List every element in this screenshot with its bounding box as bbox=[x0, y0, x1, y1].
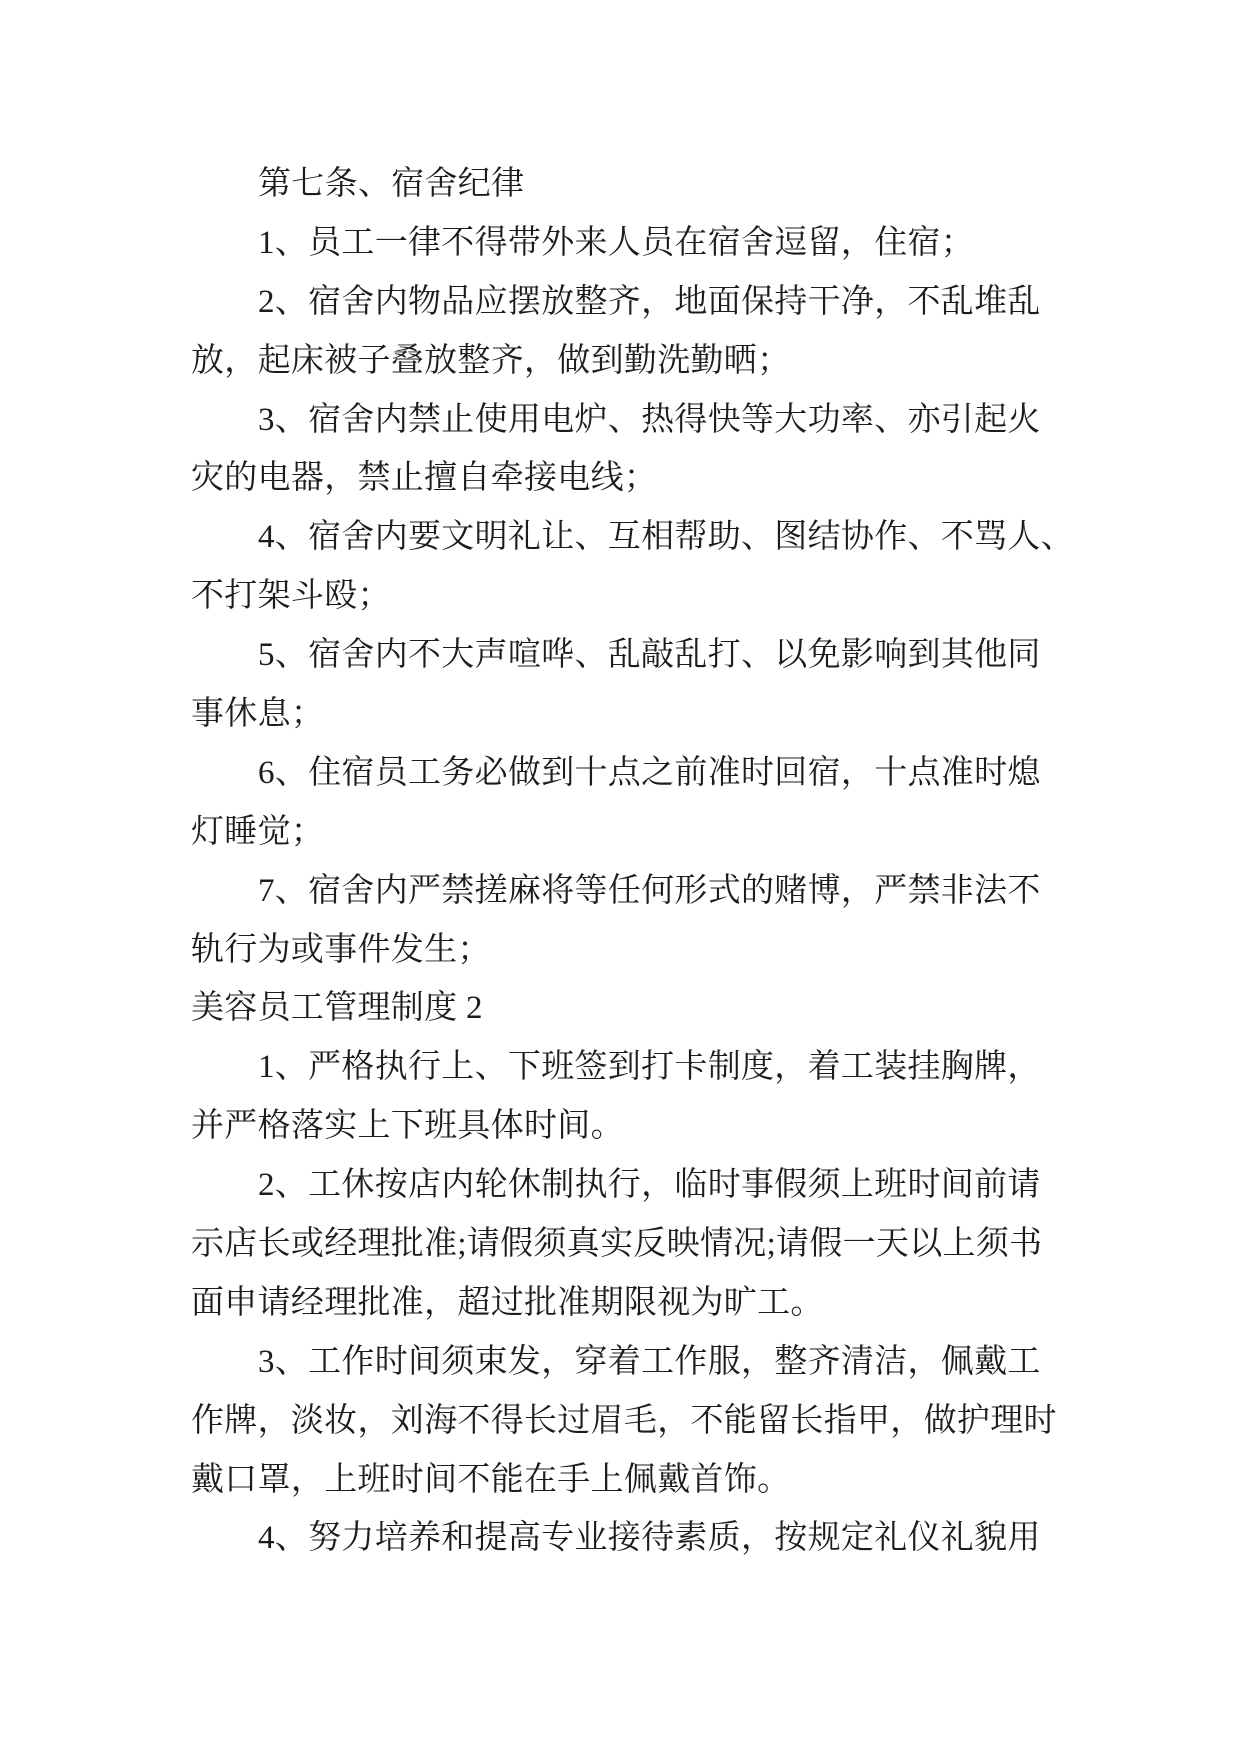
rule-item bbox=[191, 1333, 1071, 1510]
paragraph-line: 3、宿舍内禁止使用电炉、热得快等大功率、亦引起火 bbox=[258, 401, 1041, 438]
paragraph-line: 作牌，淡妆，刘海不得长过眉毛，不能留长指甲，做护理时 bbox=[191, 1402, 1057, 1439]
rule-item bbox=[191, 626, 1071, 744]
paragraph-line: 1、员工一律不得带外来人员在宿舍逗留，住宿； bbox=[258, 224, 975, 261]
paragraph-line: 4、努力培养和提高专业接待素质，按规定礼仪礼貌用 bbox=[258, 1520, 1041, 1557]
paragraph-line: 并严格落实上下班具体时间。 bbox=[191, 1108, 624, 1145]
paragraph-line: 轨行为或事件发生； bbox=[191, 931, 491, 968]
paragraph-line: 灾的电器，禁止擅自牵接电线； bbox=[191, 460, 658, 497]
section-heading: 美容员工管理制度 2 bbox=[191, 990, 483, 1027]
paragraph-line: 1、严格执行上、下班签到打卡制度，着工装挂胸牌， bbox=[258, 1049, 1041, 1086]
paragraph-line: 面申请经理批准，超过批准期限视为旷工。 bbox=[191, 1284, 824, 1321]
rule-item bbox=[191, 862, 1071, 980]
rule-item bbox=[191, 214, 1071, 273]
rule-item bbox=[191, 508, 1074, 626]
rule-item bbox=[191, 391, 1071, 509]
paragraph-line: 5、宿舍内不大声喧哗、乱敲乱打、以免影响到其他同 bbox=[258, 637, 1041, 674]
paragraph-line: 灯睡觉； bbox=[191, 813, 325, 850]
paragraph-line: 事休息； bbox=[191, 696, 325, 733]
paragraph-line: 戴口罩，上班时间不能在手上佩戴首饰。 bbox=[191, 1461, 791, 1498]
paragraph-line: 7、宿舍内严禁搓麻将等任何形式的赌博，严禁非法不 bbox=[258, 872, 1041, 909]
rule-item bbox=[191, 744, 1071, 862]
paragraph-line: 2、工休按店内轮休制执行，临时事假须上班时间前请 bbox=[258, 1167, 1041, 1204]
paragraph-line: 不打架斗殴； bbox=[191, 578, 391, 615]
paragraph-line: 3、工作时间须束发，穿着工作服，整齐清洁，佩戴工 bbox=[258, 1343, 1041, 1380]
paragraph-line: 示店长或经理批准;请假须真实反映情况;请假一天以上须书 bbox=[191, 1226, 1043, 1263]
paragraph-line: 6、住宿员工务必做到十点之前准时回宿，十点准时熄 bbox=[258, 754, 1041, 791]
rule-item bbox=[191, 1156, 1071, 1333]
rule-item bbox=[191, 1038, 1071, 1156]
rule-item bbox=[191, 1509, 1071, 1568]
rule-item bbox=[191, 273, 1071, 391]
section-heading: 第七条、宿舍纪律 bbox=[258, 166, 525, 202]
document-body bbox=[191, 155, 1074, 1568]
paragraph-line: 4、宿舍内要文明礼让、互相帮助、图结协作、不骂人、 bbox=[258, 519, 1074, 556]
paragraph-line: 放，起床被子叠放整齐，做到勤洗勤晒； bbox=[191, 342, 791, 379]
paragraph-line: 2、宿舍内物品应摆放整齐，地面保持干净，不乱堆乱 bbox=[258, 283, 1041, 320]
